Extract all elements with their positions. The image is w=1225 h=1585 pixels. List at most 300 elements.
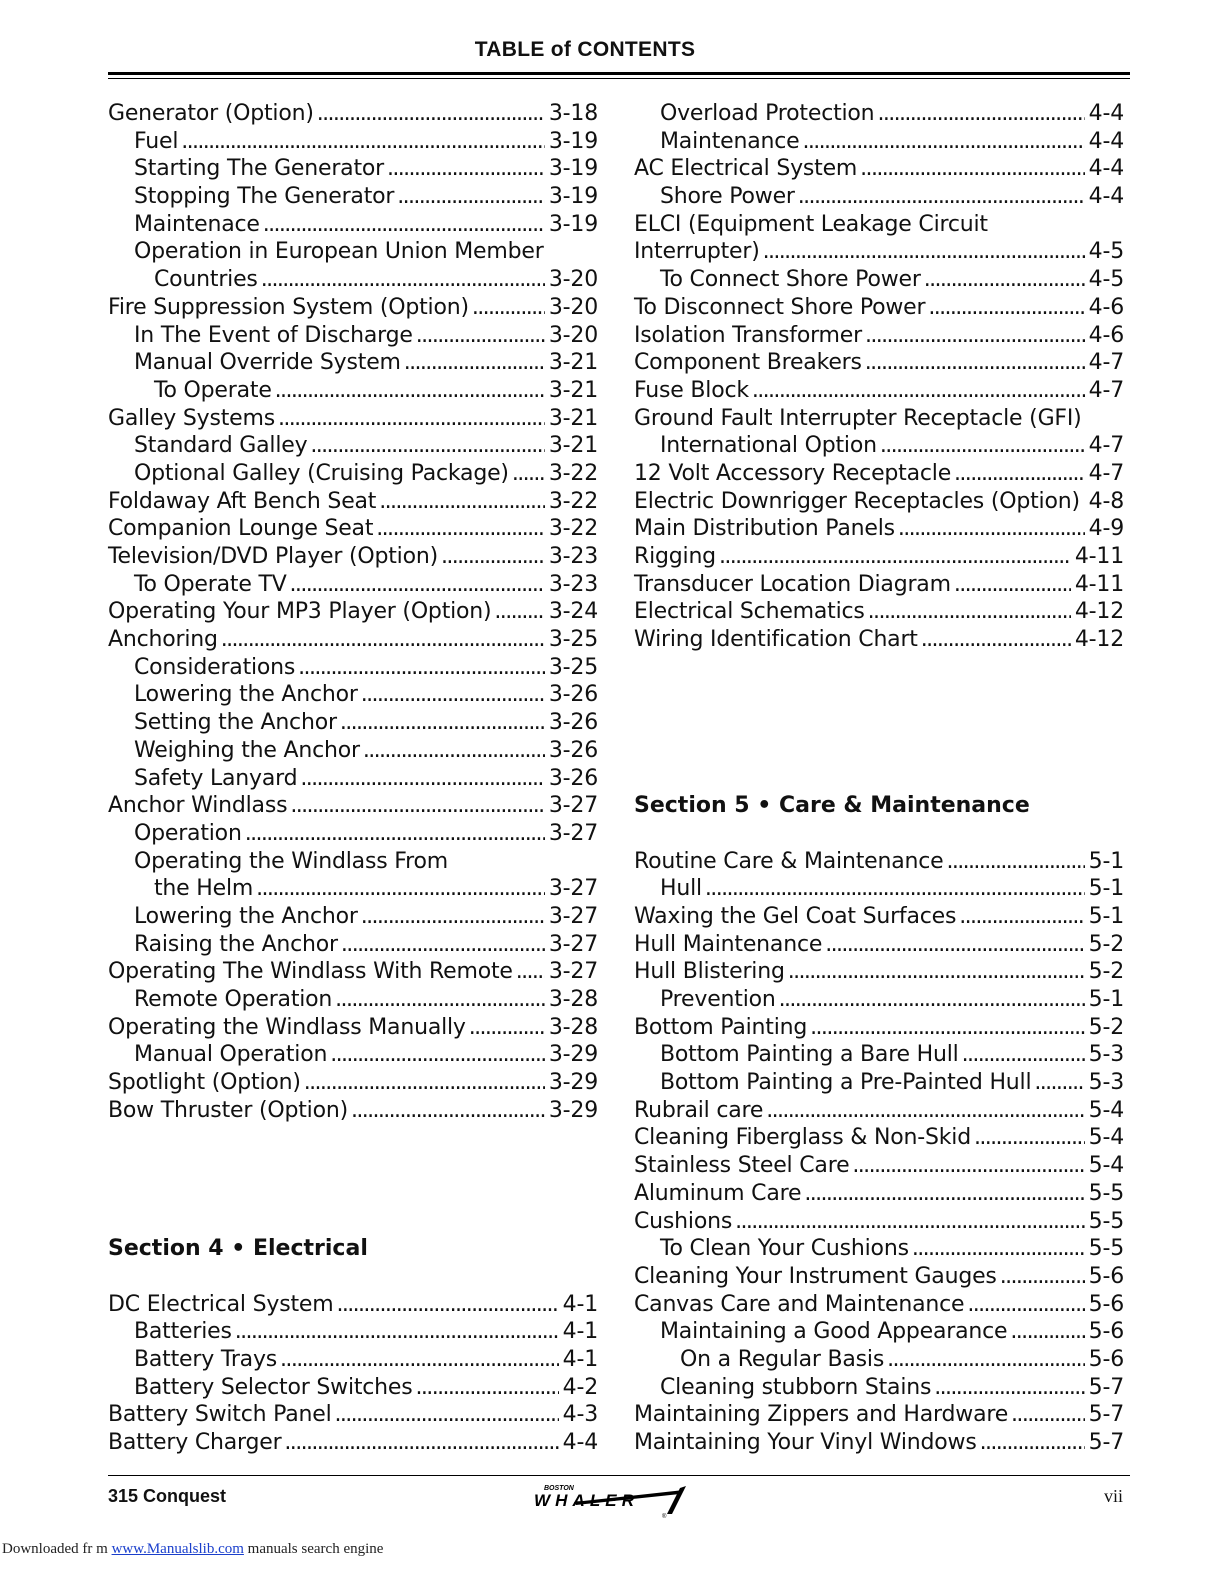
toc-entry-title: Battery Charger	[108, 1430, 282, 1456]
toc-entry-page: 5-1	[1088, 987, 1124, 1013]
toc-entry[interactable]	[634, 931, 1124, 959]
toc-entry-title: Companion Lounge Seat	[108, 516, 374, 542]
toc-entry[interactable]	[108, 1097, 598, 1125]
toc-entry-title: Operation	[134, 820, 242, 846]
toc-entry[interactable]	[634, 1318, 1124, 1346]
toc-entry-title: Maintenance	[660, 128, 800, 154]
toc-entry[interactable]	[634, 1346, 1124, 1374]
toc-entry-title: To Connect Shore Power	[660, 267, 921, 293]
toc-entry-page: 5-1	[1088, 876, 1124, 902]
dot-leader	[763, 238, 1085, 266]
toc-entry-page: 4-1	[562, 1319, 598, 1345]
toc-entry-page: 4-6	[1088, 322, 1124, 348]
dot-leader	[810, 1014, 1085, 1042]
toc-entry[interactable]	[108, 294, 598, 322]
toc-entry-title: AC Electrical System	[634, 156, 858, 182]
dot-leader	[335, 986, 545, 1014]
toc-entry-page: 3-24	[548, 599, 598, 625]
dot-leader	[404, 349, 545, 377]
toc-entry[interactable]	[108, 432, 598, 460]
dot-leader	[221, 626, 545, 654]
toc-entry[interactable]	[634, 958, 1124, 986]
toc-entry[interactable]	[634, 128, 1124, 156]
toc-entry-page: 4-5	[1088, 239, 1124, 265]
toc-entry-title: To Disconnect Shore Power	[634, 294, 926, 320]
toc-entry-title: Raising the Anchor	[134, 931, 338, 957]
toc-entry-page: 4-7	[1088, 433, 1124, 459]
toc-entry[interactable]	[108, 875, 598, 903]
toc-entry-title: Maintaining Your Vinyl Windows	[634, 1430, 977, 1456]
toc-entry-title: Isolation Transformer	[634, 322, 862, 348]
toc-entry-page: 5-5	[1088, 1208, 1124, 1234]
toc-entry-title: Optional Galley (Cruising Package)	[134, 460, 509, 486]
toc-entry-page: 3-21	[548, 377, 598, 403]
toc-entry[interactable]	[108, 1041, 598, 1069]
toc-entry-page: 5-6	[1088, 1263, 1124, 1289]
toc-entry-title: Galley Systems	[108, 405, 276, 431]
toc-entry-page: 3-28	[548, 1014, 598, 1040]
toc-entry[interactable]	[634, 1152, 1124, 1180]
toc-entry-title: Operating the Windlass From	[134, 848, 448, 874]
toc-entry[interactable]	[634, 1014, 1124, 1042]
dot-leader	[735, 1208, 1085, 1236]
toc-entry-title: To Operate TV	[134, 571, 287, 597]
section-4-entries	[108, 1291, 598, 1457]
toc-entry[interactable]	[634, 294, 1124, 322]
toc-entry-title: International Option	[660, 433, 877, 459]
page-title: TABLE of CONTENTS	[474, 38, 696, 61]
dot-leader	[1011, 1401, 1085, 1429]
toc-entry-title: Weighing the Anchor	[134, 737, 360, 763]
toc-entry[interactable]	[108, 598, 598, 626]
dot-leader	[387, 155, 545, 183]
dot-leader	[1083, 488, 1085, 516]
dot-leader	[898, 515, 1085, 543]
dot-leader	[298, 654, 545, 682]
toc-entry[interactable]	[108, 1014, 598, 1042]
dot-leader	[1000, 1263, 1085, 1291]
toc-entry-page: 3-27	[548, 793, 598, 819]
toc-entry[interactable]	[108, 1069, 598, 1097]
toc-entry[interactable]	[108, 681, 598, 709]
dot-leader	[804, 1180, 1084, 1208]
dot-leader	[802, 128, 1084, 156]
dot-leader	[397, 183, 545, 211]
toc-entry[interactable]	[634, 1235, 1124, 1263]
toc-entry-title: Wiring Identification Chart	[634, 627, 918, 653]
toc-entry-title: In The Event of Discharge	[134, 322, 413, 348]
toc-entry-page: 3-22	[548, 488, 598, 514]
toc-entry[interactable]	[108, 792, 598, 820]
dot-leader	[946, 848, 1084, 876]
toc-entry[interactable]	[634, 322, 1124, 350]
left-entries	[108, 100, 598, 1124]
toc-entry[interactable]	[634, 1374, 1124, 1402]
toc-entry-title: Ground Fault Interrupter Receptacle (GFI)	[634, 405, 1082, 431]
dot-leader	[880, 432, 1085, 460]
dot-leader	[361, 903, 545, 931]
toc-entry-title: 12 Volt Accessory Receptacle	[634, 460, 952, 486]
manualslib-link[interactable]: www.Manualslib.com	[111, 1541, 244, 1557]
dot-leader	[865, 322, 1085, 350]
toc-entry-title: Manual Operation	[134, 1042, 328, 1068]
toc-entry-page: 3-27	[548, 931, 598, 957]
toc-entry-page: 5-2	[1088, 959, 1124, 985]
toc-entry[interactable]	[108, 820, 598, 848]
toc-entry-page: 4-12	[1074, 627, 1124, 653]
toc-entry-page: 5-6	[1088, 1291, 1124, 1317]
dot-leader	[494, 598, 544, 626]
toc-entry[interactable]	[108, 405, 598, 433]
dot-leader	[887, 1346, 1085, 1374]
toc-entry-page: 3-27	[548, 876, 598, 902]
toc-entry-page: 4-7	[1088, 460, 1124, 486]
toc-entry-page: 4-1	[562, 1291, 598, 1317]
logo-top-text: BOSTON	[544, 1485, 574, 1492]
toc-entry-page: 5-4	[1088, 1125, 1124, 1151]
toc-entry[interactable]	[108, 737, 598, 765]
toc-entry-page: 4-4	[1088, 156, 1124, 182]
toc-entry-page: 5-4	[1088, 1097, 1124, 1123]
toc-entry-title: Bottom Painting a Bare Hull	[660, 1042, 959, 1068]
toc-entry[interactable]	[634, 183, 1124, 211]
toc-entry-title: Considerations	[134, 654, 296, 680]
toc-entry-title: Anchor Windlass	[108, 793, 288, 819]
dot-leader	[278, 405, 545, 433]
toc-entry[interactable]	[634, 1124, 1124, 1152]
toc-entry-page: 3-27	[548, 820, 598, 846]
toc-entry-title: Rigging	[634, 544, 716, 569]
toc-entry[interactable]	[108, 488, 598, 516]
toc-entry[interactable]	[108, 903, 598, 931]
toc-entry[interactable]	[634, 377, 1124, 405]
logo-tail	[667, 1486, 686, 1514]
toc-entry-page: 3-27	[548, 903, 598, 929]
toc-entry-title: Countries	[154, 267, 258, 293]
toc-entry[interactable]	[634, 155, 1124, 183]
toc-entry[interactable]	[108, 515, 598, 543]
dot-leader	[275, 377, 545, 405]
dot-leader	[341, 931, 545, 959]
toc-entry-title: To Operate	[154, 377, 272, 403]
dot-leader	[752, 377, 1085, 405]
toc-entry[interactable]	[108, 986, 598, 1014]
toc-entry-page: 3-28	[548, 987, 598, 1012]
toc-entry[interactable]	[108, 958, 598, 986]
toc-entry-title: the Helm	[154, 876, 254, 902]
toc-entry-page: 4-4	[1088, 101, 1124, 126]
toc-entry-page: 3-29	[548, 1097, 598, 1123]
toc-entry[interactable]	[634, 1180, 1124, 1208]
dot-leader	[980, 1429, 1085, 1457]
toc-entry[interactable]	[634, 1097, 1124, 1125]
dot-leader	[472, 294, 545, 322]
toc-entry-page: 3-26	[548, 765, 598, 791]
toc-entry[interactable]	[634, 211, 1124, 239]
toc-entry[interactable]	[108, 571, 598, 599]
toc-entry-title: Electric Downrigger Receptacles (Option)	[634, 488, 1080, 514]
toc-entry[interactable]	[108, 626, 598, 654]
toc-entry[interactable]	[108, 1374, 598, 1402]
dot-leader	[340, 709, 545, 737]
toc-entry-page: 5-7	[1088, 1430, 1124, 1456]
toc-entry-title: Maintaining Zippers and Hardware	[634, 1402, 1009, 1428]
section-5-entries	[634, 848, 1124, 1457]
toc-entry-title: Generator (Option)	[108, 101, 314, 126]
toc-entry-page: 5-2	[1088, 931, 1124, 957]
toc-entry[interactable]	[108, 709, 598, 737]
dot-leader	[290, 571, 545, 599]
toc-entry-title: Rubrail care	[634, 1097, 764, 1123]
toc-entry-page: 4-2	[562, 1374, 598, 1400]
dot-leader	[335, 1401, 559, 1429]
dot-leader	[852, 1152, 1084, 1180]
toc-entry-title: Lowering the Anchor	[134, 682, 358, 708]
toc-entry-page: 5-6	[1088, 1346, 1124, 1372]
toc-entry-title: Starting The Generator	[134, 156, 384, 182]
toc-entry-title: Lowering the Anchor	[134, 903, 358, 929]
toc-entry[interactable]	[634, 460, 1124, 488]
toc-entry[interactable]	[108, 848, 598, 876]
toc-entry-title: To Clean Your Cushions	[660, 1236, 909, 1262]
toc-entry-title: Fuel	[134, 128, 179, 154]
toc-entry[interactable]	[634, 1401, 1124, 1429]
dot-leader	[284, 1429, 558, 1457]
toc-entry-page: 4-4	[1088, 128, 1124, 154]
toc-entry[interactable]	[634, 1263, 1124, 1291]
toc-entry-page: 5-1	[1088, 903, 1124, 929]
dot-leader	[361, 681, 545, 709]
dot-leader	[798, 183, 1085, 211]
dot-leader	[934, 1374, 1084, 1402]
toc-entry-page: 5-1	[1088, 848, 1124, 874]
toc-entry-page: 5-7	[1088, 1374, 1124, 1400]
toc-entry[interactable]	[108, 238, 598, 266]
dot-leader	[416, 322, 545, 350]
toc-entry-title: Spotlight (Option)	[108, 1070, 301, 1096]
toc-entry-page: 4-7	[1088, 350, 1124, 376]
toc-entry-title: Hull Maintenance	[634, 931, 823, 957]
dot-leader	[967, 1291, 1084, 1319]
toc-entry[interactable]	[108, 155, 598, 183]
toc-entry-page: 3-18	[548, 101, 598, 126]
toc-entry-page: 5-3	[1088, 1042, 1124, 1068]
toc-right-column	[634, 100, 1124, 1457]
toc-entry-page: 4-4	[562, 1430, 598, 1456]
toc-entry-page: 5-5	[1088, 1180, 1124, 1206]
toc-entry-title: Bow Thruster (Option)	[108, 1097, 348, 1123]
toc-entry-title: Prevention	[660, 987, 776, 1013]
toc-entry-page: 5-6	[1088, 1319, 1124, 1345]
toc-entry-page: 3-23	[548, 571, 598, 597]
toc-entry-title: Cleaning Fiberglass & Non-Skid	[634, 1125, 971, 1151]
toc-entry[interactable]	[108, 765, 598, 793]
toc-entry-page: 4-8	[1088, 488, 1124, 514]
right-entries	[634, 100, 1124, 654]
dot-leader	[304, 1069, 545, 1097]
toc-entry-page: 3-29	[548, 1070, 598, 1096]
toc-entry[interactable]	[634, 405, 1124, 433]
toc-entry-page: 3-29	[548, 1042, 598, 1068]
toc-entry[interactable]	[108, 1291, 598, 1319]
dot-leader	[719, 543, 1071, 571]
toc-entry-page: 3-26	[548, 710, 598, 736]
dot-leader	[959, 903, 1084, 931]
dot-leader	[376, 515, 545, 543]
toc-entry-title: Waxing the Gel Coat Surfaces	[634, 903, 957, 929]
toc-entry[interactable]	[108, 100, 598, 128]
toc-entry-title: Stainless Steel Care	[634, 1153, 850, 1179]
toc-entry[interactable]	[634, 986, 1124, 1014]
toc-entry[interactable]	[634, 515, 1124, 543]
dot-leader	[441, 543, 545, 571]
dot-leader	[954, 571, 1071, 599]
toc-entry-title: Maintenace	[134, 211, 260, 237]
footer-model: 315 Conquest	[108, 1486, 227, 1506]
toc-entry-page: 3-19	[548, 128, 598, 154]
toc-entry-page: 3-20	[548, 267, 598, 293]
toc-entry-page: 4-11	[1074, 544, 1124, 569]
dot-leader	[300, 765, 544, 793]
toc-entry-page: 3-27	[548, 959, 598, 985]
toc-entry-page: 3-19	[548, 184, 598, 210]
toc-entry-title: Fuse Block	[634, 377, 749, 403]
toc-entry-title: Remote Operation	[134, 987, 333, 1012]
toc-entry-page: 5-4	[1088, 1153, 1124, 1179]
toc-entry-title: Standard Galley	[134, 433, 308, 459]
toc-entry[interactable]	[108, 377, 598, 405]
dot-leader	[1034, 1069, 1084, 1097]
toc-entry[interactable]	[634, 1208, 1124, 1236]
toc-entry-title: Cleaning stubborn Stains	[660, 1374, 932, 1400]
dot-leader	[921, 626, 1071, 654]
dot-leader	[928, 294, 1084, 322]
toc-entry[interactable]	[634, 875, 1124, 903]
toc-entry-title: Overload Protection	[660, 101, 875, 126]
toc-entry-title: Fire Suppression System (Option)	[108, 294, 469, 320]
toc-entry-page: 3-21	[548, 350, 598, 376]
toc-entry-page: 4-12	[1074, 599, 1124, 625]
toc-entry[interactable]	[634, 626, 1124, 654]
toc-entry[interactable]	[634, 1429, 1124, 1457]
toc-entry[interactable]	[108, 128, 598, 156]
toc-entry-page: 3-25	[548, 654, 598, 680]
dot-leader	[330, 1041, 545, 1069]
dot-leader	[317, 100, 545, 128]
toc-entry[interactable]	[108, 1318, 598, 1346]
toc-entry[interactable]	[108, 349, 598, 377]
toc-entry[interactable]	[634, 266, 1124, 294]
toc-entry[interactable]	[108, 183, 598, 211]
toc-entry[interactable]	[634, 598, 1124, 626]
toc-entry[interactable]	[108, 543, 598, 571]
dot-leader	[766, 1097, 1084, 1125]
toc-entry-title: Battery Switch Panel	[108, 1402, 332, 1428]
dot-leader	[290, 792, 545, 820]
toc-entry-title: Television/DVD Player (Option)	[108, 544, 438, 569]
toc-entry-title: Canvas Care and Maintenance	[634, 1291, 965, 1317]
dot-leader	[310, 432, 544, 460]
toc-entry-page: 3-25	[548, 627, 598, 653]
toc-entry[interactable]	[108, 460, 598, 488]
toc-entry[interactable]	[634, 1291, 1124, 1319]
toc-entry[interactable]	[108, 1429, 598, 1457]
dot-leader	[825, 931, 1084, 959]
toc-entry-title: Foldaway Aft Bench Seat	[108, 488, 377, 514]
toc-entry[interactable]	[108, 1401, 598, 1429]
dot-leader	[245, 820, 545, 848]
toc-entry[interactable]	[634, 903, 1124, 931]
toc-entry[interactable]	[634, 432, 1124, 460]
toc-entry[interactable]	[108, 1346, 598, 1374]
dot-leader	[516, 958, 545, 986]
toc-entry[interactable]	[108, 211, 598, 239]
toc-entry-title: Interrupter)	[634, 239, 760, 265]
toc-entry[interactable]	[634, 848, 1124, 876]
toc-entry-page: 4-5	[1088, 267, 1124, 293]
toc-entry-title: On a Regular Basis	[680, 1346, 885, 1372]
toc-entry-title: Routine Care & Maintenance	[634, 848, 944, 874]
dot-leader	[351, 1097, 545, 1125]
toc-entry[interactable]	[634, 571, 1124, 599]
toc-entry-page: 4-9	[1088, 516, 1124, 542]
toc-entry[interactable]	[634, 349, 1124, 377]
dot-leader	[235, 1318, 559, 1346]
toc-entry-page: 3-23	[548, 544, 598, 569]
toc-entry-title: Operating the Windlass Manually	[108, 1014, 466, 1040]
dot-leader	[379, 488, 545, 516]
toc-entry-title: Manual Override System	[134, 350, 401, 376]
toc-entry-title: Aluminum Care	[634, 1180, 802, 1206]
dot-leader	[779, 986, 1085, 1014]
toc-entry[interactable]	[634, 1069, 1124, 1097]
toc-entry[interactable]	[634, 543, 1124, 571]
toc-entry-title: DC Electrical System	[108, 1291, 334, 1317]
toc-entry-title: Bottom Painting a Pre-Painted Hull	[660, 1070, 1032, 1096]
toc-entry-title: Safety Lanyard	[134, 765, 298, 791]
dot-leader	[962, 1041, 1085, 1069]
toc-entry-title: ELCI (Equipment Leakage Circuit	[634, 211, 988, 237]
dot-leader	[868, 598, 1071, 626]
toc-entry[interactable]	[634, 238, 1124, 266]
toc-entry-page: 3-26	[548, 682, 598, 708]
logo-main-text: WHALER	[534, 1491, 634, 1510]
dot-leader	[261, 266, 545, 294]
toc-entry-title: Hull Blistering	[634, 959, 785, 985]
toc-entry[interactable]	[108, 266, 598, 294]
toc-entry[interactable]	[108, 654, 598, 682]
toc-entry-title: Battery Trays	[134, 1346, 278, 1372]
toc-entry-page: 3-22	[548, 516, 598, 542]
dot-leader	[263, 211, 545, 239]
dot-leader	[336, 1291, 558, 1319]
toc-entry[interactable]	[634, 100, 1124, 128]
toc-entry[interactable]	[634, 1041, 1124, 1069]
toc-entry[interactable]	[108, 931, 598, 959]
toc-entry-title: Main Distribution Panels	[634, 516, 895, 542]
toc-entry-title: Operating Your MP3 Player (Option)	[108, 599, 492, 625]
toc-entry[interactable]	[634, 488, 1124, 516]
toc-entry-title: Shore Power	[660, 184, 795, 210]
toc-entry-page: 5-2	[1088, 1014, 1124, 1040]
toc-entry-page: 4-1	[562, 1346, 598, 1372]
toc-entry-page: 4-11	[1074, 571, 1124, 597]
toc-entry-title: Hull	[660, 876, 702, 902]
toc-entry-title: Transducer Location Diagram	[634, 571, 951, 597]
download-prefix: Downloaded fr m	[2, 1541, 108, 1557]
toc-entry[interactable]	[108, 322, 598, 350]
dot-leader	[469, 1014, 545, 1042]
